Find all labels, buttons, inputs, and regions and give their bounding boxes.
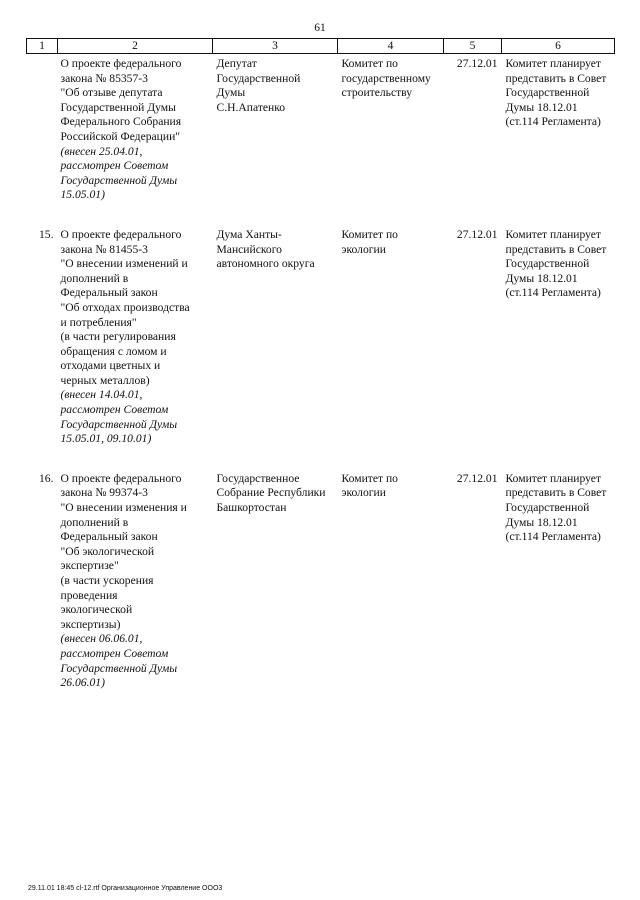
bill-text-line: черных металлов) xyxy=(60,373,150,387)
initiator-cell-line: Собрание Республики xyxy=(216,486,326,500)
committee-cell-line: экологии xyxy=(341,486,386,500)
column-number: 6 xyxy=(502,39,615,54)
bill-text-line: (в части регулирования xyxy=(60,330,176,344)
bill-text-line: 26.06.01) xyxy=(60,676,105,690)
bill-text-line: 15.05.01, 09.10.01) xyxy=(60,432,152,446)
bill-title-cell xyxy=(58,54,213,225)
bill-text-line: экспертизы) xyxy=(60,617,121,631)
initiator-cell-line: Государственной xyxy=(216,71,301,85)
committee-cell-line: Комитет по xyxy=(341,471,398,485)
bill-text-line: "О внесении изменений и xyxy=(60,257,188,271)
initiator-cell-line: Башкортостан xyxy=(216,501,287,515)
column-number: 1 xyxy=(27,39,58,54)
date-cell: 27.12.01 xyxy=(456,227,498,241)
bill-text-line: закона № 85357-3 xyxy=(60,71,148,85)
committee-cell xyxy=(338,225,444,469)
note-cell-line: представить в Совет xyxy=(505,242,607,256)
initiator-cell-line: Депутат xyxy=(216,57,257,70)
bill-text-line: обращения с ломом и xyxy=(60,344,167,358)
committee-cell-line: Комитет по xyxy=(341,57,398,70)
bill-text-line: О проекте федерального xyxy=(60,227,182,241)
bill-text-line: "Об отходах производства xyxy=(60,300,190,314)
bill-text-line: Государственной Думы xyxy=(60,100,176,114)
bill-text-line: Российской Федерации" xyxy=(60,129,181,143)
date-cell: 27.12.01 xyxy=(456,471,498,485)
bill-text-line: (внесен 14.04.01, xyxy=(60,388,143,402)
bill-text-line: О проекте федерального xyxy=(60,57,182,70)
table-row xyxy=(27,225,615,469)
bill-text-line: Федерального Собрания xyxy=(60,115,182,129)
bill-text-line: О проекте федерального xyxy=(60,471,182,485)
bill-title-cell xyxy=(58,469,213,713)
bill-text-line: 15.05.01) xyxy=(60,188,105,202)
column-number: 5 xyxy=(444,39,502,54)
page-number: 61 xyxy=(314,22,326,34)
bill-text-line: закона № 99374-3 xyxy=(60,486,148,500)
note-cell-line: Комитет планирует xyxy=(505,471,601,485)
bill-text-line: Государственной Думы xyxy=(60,173,178,187)
initiator-cell-line: Думы xyxy=(216,86,246,100)
table-row xyxy=(27,469,615,713)
initiator-cell-line: Дума Ханты- xyxy=(216,227,282,241)
note-cell-line: Комитет планирует xyxy=(505,57,601,70)
bill-text-line: Государственной Думы xyxy=(60,661,178,675)
bill-text-line: и потребления" xyxy=(60,315,137,329)
note-cell xyxy=(502,469,615,713)
initiator-cell xyxy=(213,225,338,469)
bill-text-line: рассмотрен Советом xyxy=(60,646,169,660)
bill-text-line: "Об отзыве депутата xyxy=(60,86,163,100)
note-cell-line: Думы 18.12.01 xyxy=(505,515,578,529)
initiator-cell xyxy=(213,469,338,713)
column-number: 3 xyxy=(213,39,338,54)
committee-cell-line: государственному xyxy=(341,71,431,85)
note-cell-line: Думы 18.12.01 xyxy=(505,100,578,114)
initiator-cell-line: автономного округа xyxy=(216,257,315,271)
row-number: 15. xyxy=(39,227,54,241)
bill-text-line: проведения xyxy=(60,588,118,602)
bill-text-line: отходами цветных и xyxy=(60,359,161,373)
bill-text-line: Государственной Думы xyxy=(60,417,178,431)
bill-text-line: дополнений в xyxy=(60,515,129,529)
initiator-cell-line: С.Н.Апатенко xyxy=(216,100,286,114)
bill-text-line: (внесен 25.04.01, xyxy=(60,144,143,158)
bill-text-line: экологической xyxy=(60,603,133,617)
committee-cell xyxy=(338,54,444,225)
page-footer: 29.11.01 18:45 cl-12.rtf Организационное Управление ООО3 xyxy=(28,885,223,892)
bill-text-line: (внесен 06.06.01, xyxy=(60,632,143,646)
committee-cell-line: Комитет по xyxy=(341,227,398,241)
note-cell-line: представить в Совет xyxy=(505,486,607,500)
bills-table xyxy=(26,38,615,713)
note-cell-line: (ст.114 Регламента) xyxy=(505,286,601,300)
note-cell-line: представить в Совет xyxy=(505,71,607,85)
bill-text-line: "О внесении изменения и xyxy=(60,501,187,515)
bill-text-line: Федеральный закон xyxy=(60,286,158,300)
column-number: 2 xyxy=(58,39,213,54)
bill-text-line: дополнений в xyxy=(60,271,129,285)
bill-title-cell xyxy=(58,225,213,469)
note-cell-line: Государственной xyxy=(505,257,590,271)
initiator-cell-line: Государственное xyxy=(216,471,300,485)
table-row xyxy=(27,54,615,225)
note-cell-line: (ст.114 Регламента) xyxy=(505,115,601,129)
note-cell-line: Комитет планирует xyxy=(505,227,601,241)
row-number xyxy=(27,54,58,225)
column-number: 4 xyxy=(338,39,444,54)
bill-text-line: (в части ускорения xyxy=(60,574,154,587)
note-cell xyxy=(502,54,615,225)
initiator-cell-line: Мансийского xyxy=(216,242,282,256)
column-numbers-row xyxy=(27,39,615,54)
bill-text-line: рассмотрен Советом xyxy=(60,159,169,173)
date-cell: 27.12.01 xyxy=(456,57,498,70)
bill-text-line: Федеральный закон xyxy=(60,530,158,544)
bill-text-line: "Об экологической xyxy=(60,544,155,558)
note-cell-line: Думы 18.12.01 xyxy=(505,271,578,285)
bill-text-line: закона № 81455-3 xyxy=(60,242,148,256)
committee-cell-line: экологии xyxy=(341,242,386,256)
committee-cell-line: строительству xyxy=(341,86,413,100)
bill-text-line: рассмотрен Советом xyxy=(60,403,169,417)
note-cell-line: Государственной xyxy=(505,86,590,100)
committee-cell xyxy=(338,469,444,713)
note-cell xyxy=(502,225,615,469)
bill-text-line: экспертизе" xyxy=(60,559,119,573)
note-cell-line: (ст.114 Регламента) xyxy=(505,530,601,544)
row-number: 16. xyxy=(39,471,54,485)
initiator-cell xyxy=(213,54,338,225)
note-cell-line: Государственной xyxy=(505,501,590,515)
